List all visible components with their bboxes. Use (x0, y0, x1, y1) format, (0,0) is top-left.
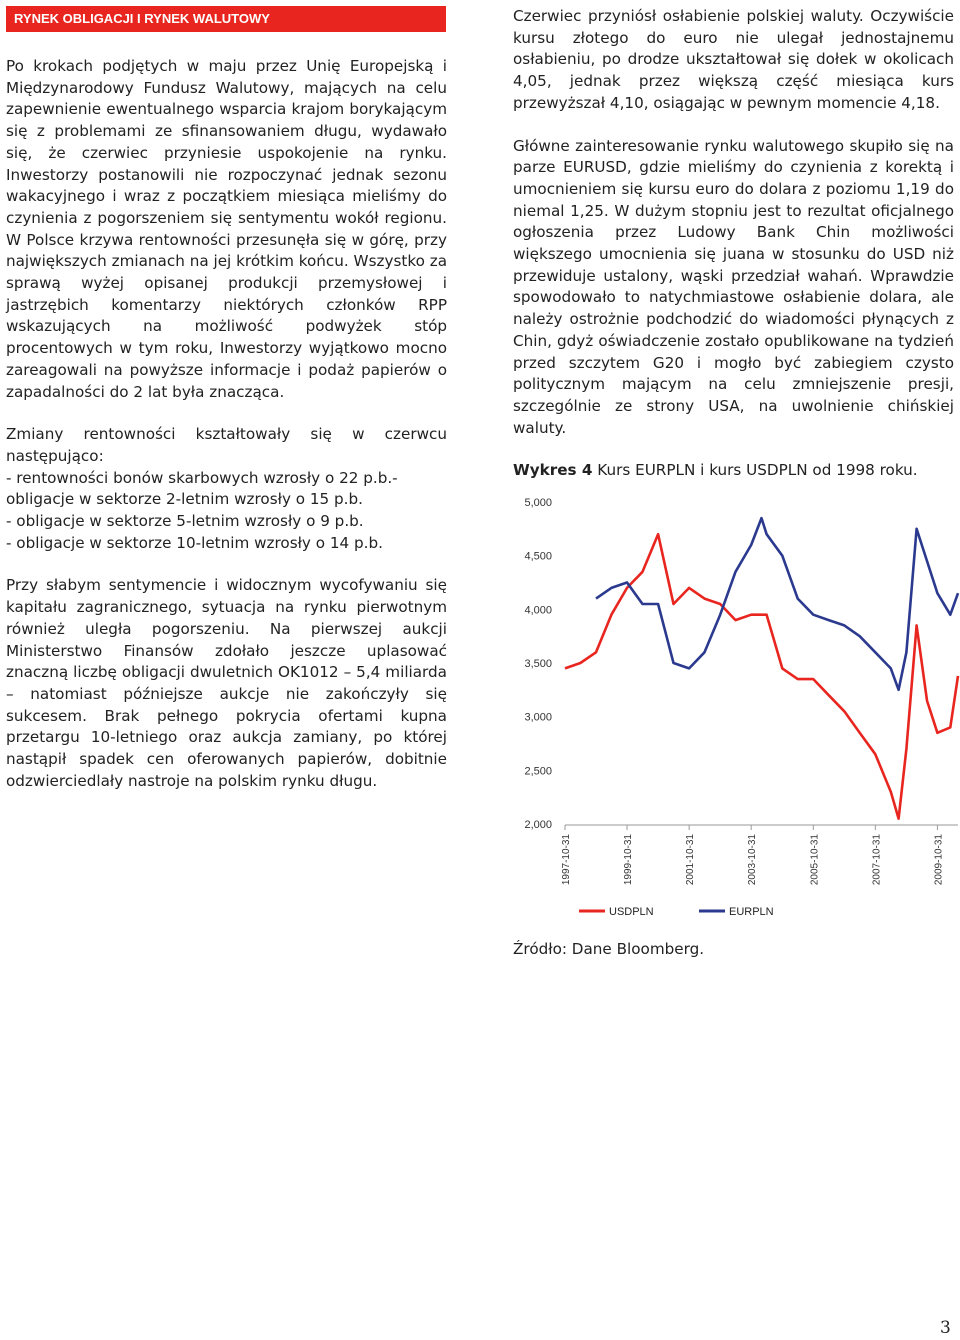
list-item: - obligacje w sektorze 5-letnim wzrosły o 9 p.b. (6, 512, 364, 531)
left-column (6, 56, 447, 814)
y-tick-label: 2,500 (524, 765, 552, 778)
x-tick-label: 1997-10-31 (561, 834, 572, 886)
x-tick-label: 2005-10-31 (809, 834, 821, 886)
list-item: obligacje w sektorze 2-letnim wzrosły o 15 p.b. (6, 490, 363, 509)
right-column (513, 6, 954, 503)
list-item: - obligacje w sektorze 10-letnim wzrosły o 14 p.b. (6, 533, 383, 552)
x-tick-label: 1999-10-31 (623, 834, 635, 886)
legend-label: EURPLN (729, 906, 774, 918)
series-line-usdpln (565, 534, 958, 818)
section-title: RYNEK OBLIGACJI I RYNEK WALUTOWY (14, 11, 270, 26)
eurpln-usdpln-chart (513, 488, 960, 928)
y-tick-label: 2,000 (524, 819, 552, 831)
yield-changes-intro: Zmiany rentowności kształtowały się w czerwcu następująco: (6, 425, 447, 465)
x-tick-label: 2009-10-31 (933, 834, 945, 886)
y-tick-label: 3,500 (524, 658, 552, 670)
y-tick-label: 4,500 (524, 550, 552, 563)
source-note: Źródło: Dane Bloomberg. (513, 940, 705, 958)
y-tick-label: 3,000 (524, 711, 552, 724)
page-number: 3 (940, 1318, 951, 1338)
x-tick-label: 2007-10-31 (871, 834, 883, 886)
x-tick-label: 2001-10-31 (685, 834, 697, 886)
series-line-eurpln (596, 518, 958, 690)
paragraph-bond-market: Po krokach podjętych w maju przez Unię Europejską i Międzynarodowy Fundusz Walutowy, mających na celu zapewnienie ewentualnego wsparcia krajom borykającym się z problemami ze sfinansowaniem długu, wydawało się, że czerwiec przyniesie uspokojenie na rynku. Inwestorzy postanowili nie rozpoczynać jednak sezonu wakacyjnego i wraz z początkiem miesiąca mieliśmy do czynienia z pogorszeniem się sentymentu wokół regionu. W Polsce krzywa rentowności przesunęła się w górę, przy największych zmianach na jej krótkim końcu. Wszystko za sprawą wyżej opisanej produkcji przemysłowej i jastrzębich komentarzy niektórych członków RPP wskazujących na możliwość podwyżek stóp procentowych w tym roku, Inwestorzy wyjątkowo mocno zareagowali na powyższe informacje i podaż papierów o zapadalności do 2 lat była znacząca. (6, 57, 447, 401)
chart-svg (513, 488, 960, 928)
legend-label: USDPLN (609, 906, 654, 918)
y-tick-label: 4,000 (524, 604, 552, 617)
paragraph-eurusd: Główne zainteresowanie rynku walutowego skupiło się na parze EURUSD, gdzie mieliśmy do czynienia z korektą i umocnieniem się kursu euro do dolara z poziomu 1,19 do niemal 1,25. W dużym stopniu jest to rezultat oficjalnego ogłoszenia przez Ludowy Bank Chin możliwości większego umocnienia się juana w stosunku do USD niż przewiduje ustalony, wąski przedział wahań. Wprawdzie spowodowało to natychmiastowe osłabienie dolara, ale należy ostrożnie podchodzić do wiadomości płynących z Chin, gdyż oświadczenie zostało opublikowane na tydzień przed szczytem G20 i mogło być zabiegiem czysto politycznym mającym na celu zmniejszenie presji, szczególnie ze strony USA, na uwolnienie chińskiej waluty. (513, 136, 954, 437)
paragraph-primary-market: Przy słabym sentymencie i widocznym wycofywaniu się kapitału zagranicznego, sytuacja na rynku pierwotnym również uległa pogorszeniu. Na pierwszej aukcji Ministerstwo Finansów zdołało jeszcze uplasować znaczną liczbę obligacji dwuletnich OK1012 – 5,4 miliarda – natomiast późniejsze aukcje nie zakończyły się sukcesem. Brak pełnego pokrycia ofertami kupna przetargu 10-letniego oraz aukcja zamiany, po której nastąpił spadek cen oferowanych papierów, dobitnie odzwierciedlały nastroje na polskim rynku długu. (6, 576, 447, 790)
section-title-banner (6, 6, 446, 32)
list-item: - rentowności bonów skarbowych wzrosły o 22 p.b.- (6, 468, 398, 487)
y-tick-label: 5,000 (524, 497, 552, 509)
figure-caption (513, 460, 954, 482)
paragraph-currency: Czerwiec przyniósł osłabienie polskiej waluty. Oczywiście kursu złotego do euro nie ulegał jednostajnemu osłabieniu, po drodze ukształtował się dołek w okolicach 4,05, jednak przez większą część miesiąca kurs przewyższał 4,10, osiągając w pewnym momencie 4,18. (513, 7, 954, 112)
x-tick-label: 2003-10-31 (747, 834, 759, 886)
yield-changes-list (6, 468, 447, 555)
figure-label: Wykres 4 (513, 461, 593, 480)
figure-title: Kurs EURPLN i kurs USDPLN od 1998 roku. (597, 461, 918, 480)
